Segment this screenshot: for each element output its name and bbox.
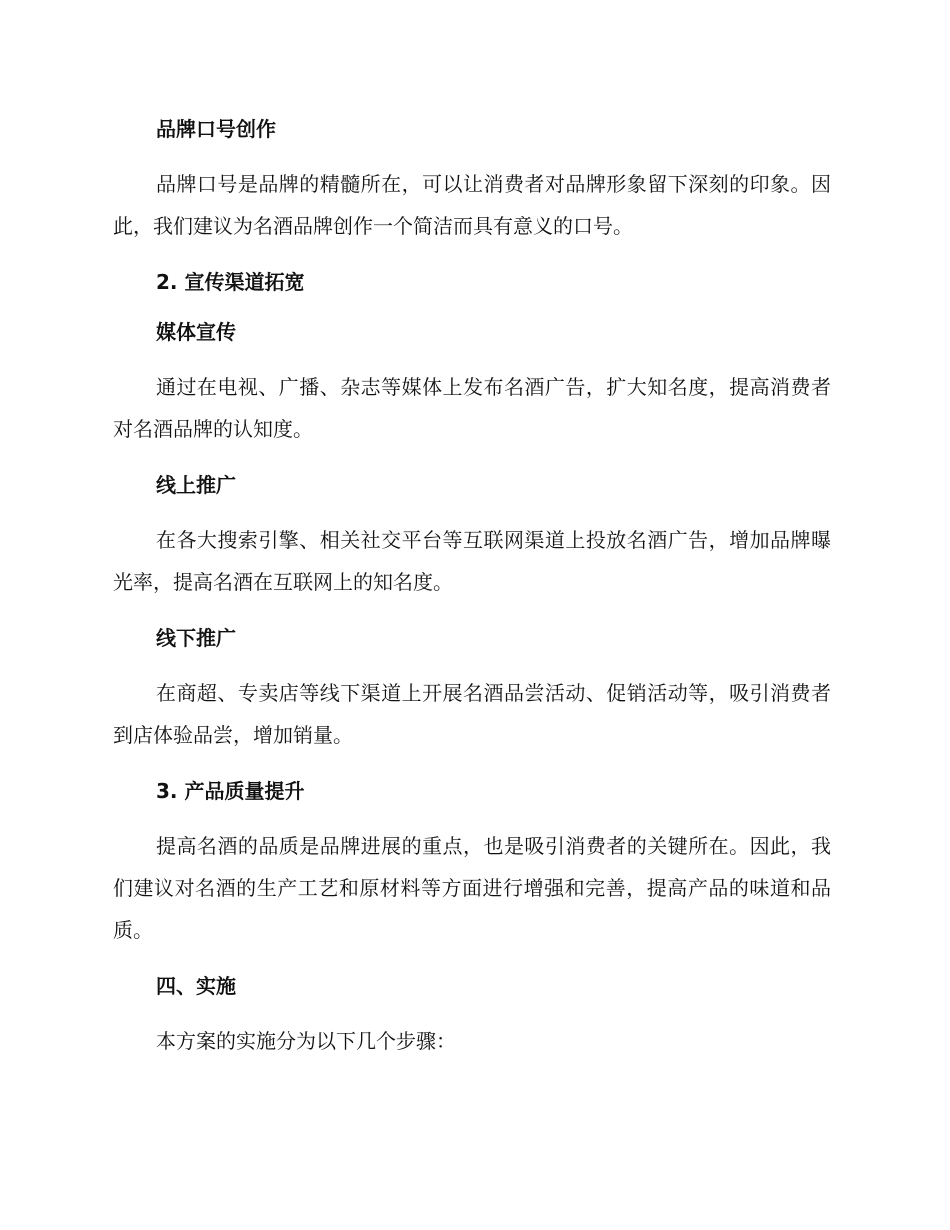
paragraph-media: 通过在电视、广播、杂志等媒体上发布名酒广告，扩大知名度，提高消费者对名酒品牌的认知度。 xyxy=(113,375,831,441)
heading-quality: 3. 产品质量提升 xyxy=(156,779,305,803)
paragraph-online: 在各大搜索引擎、相关社交平台等互联网渠道上投放名酒广告，增加品牌曝光率，提高名酒在互联网上的知名度。 xyxy=(113,528,831,594)
heading-implementation: 四、实施 xyxy=(156,974,236,998)
paragraph-offline: 在商超、专卖店等线下渠道上开展名酒品尝活动、促销活动等，吸引消费者到店体验品尝，增加销量。 xyxy=(113,681,831,747)
heading-channels: 2. 宣传渠道拓宽 xyxy=(156,270,305,294)
paragraph-quality: 提高名酒的品质是品牌进展的重点，也是吸引消费者的关键所在。因此，我们建议对名酒的生产工艺和原材料等方面进行增强和完善，提高产品的味道和品质。 xyxy=(113,834,831,942)
heading-online: 线上推广 xyxy=(156,473,236,497)
paragraph-slogan: 品牌口号是品牌的精髓所在，可以让消费者对品牌形象留下深刻的印象。因此，我们建议为名酒品牌创作一个简洁而具有意义的口号。 xyxy=(113,172,831,238)
heading-slogan: 品牌口号创作 xyxy=(156,117,276,141)
heading-offline: 线下推广 xyxy=(156,626,236,650)
document-body xyxy=(113,114,831,1062)
paragraph-implementation: 本方案的实施分为以下几个步骤： xyxy=(156,1029,456,1053)
heading-media: 媒体宣传 xyxy=(156,320,236,344)
